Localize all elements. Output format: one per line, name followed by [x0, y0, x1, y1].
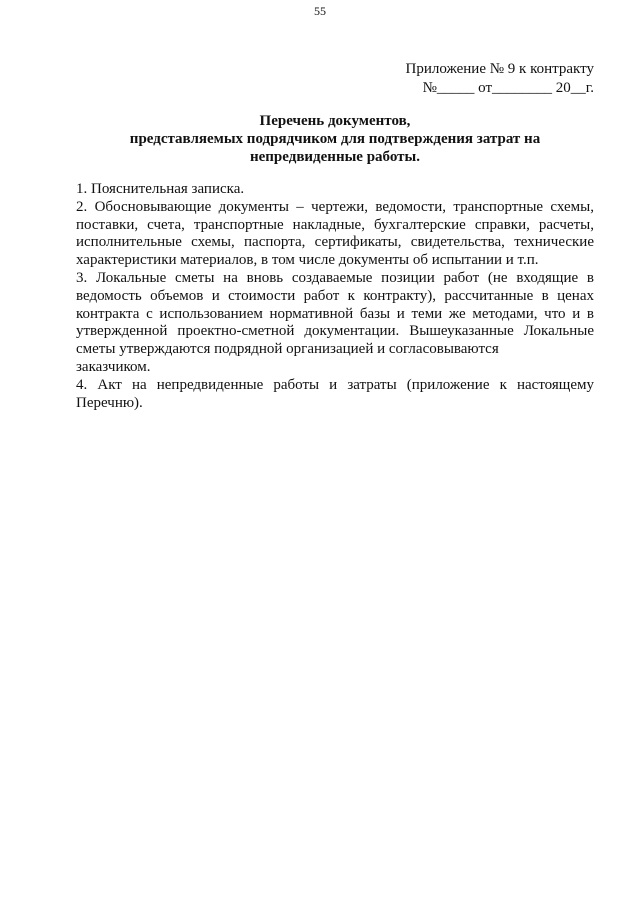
title-line-1: Перечень документов,: [259, 113, 411, 129]
list-item: 3. Локальные сметы на вновь создаваемые позиции работ (не входящие в ведомость объемов и стоимости работ к контракту), рассчитанные в ценах контракта с использованием нормативной базы и теми же методами, что и в утвержденной проектно-сметной документации. Вышеуказанные Локальные сметы утверждаются подрядной организацией и согласовываются: [76, 269, 594, 358]
page-number: 55: [314, 4, 326, 18]
appendix-title: Приложение № 9 к контракту: [405, 61, 594, 77]
document-title: [76, 112, 594, 166]
list-item: заказчиком.: [76, 358, 151, 375]
document-list: [76, 181, 594, 412]
title-line-2: представляемых подрядчиком для подтверждения затрат на: [129, 131, 541, 147]
appendix-contract-number: №_____ от________ 20__г.: [422, 80, 594, 96]
title-line-3: непредвиденные работы.: [249, 149, 420, 165]
list-item: 2. Обосновывающие документы – чертежи, ведомости, транспортные схемы, поставки, счета, транспортные накладные, бухгалтерские справки, расчеты, исполнительные схемы, паспорта, сертификаты, свидетельства, технические характеристики материалов, в том числе документы об испытании и т.п.: [76, 198, 594, 269]
list-item: 1. Пояснительная записка.: [76, 181, 245, 197]
list-item: 4. Акт на непредвиденные работы и затраты (приложение к настоящему Перечню).: [76, 376, 594, 411]
appendix-header: [405, 60, 594, 98]
